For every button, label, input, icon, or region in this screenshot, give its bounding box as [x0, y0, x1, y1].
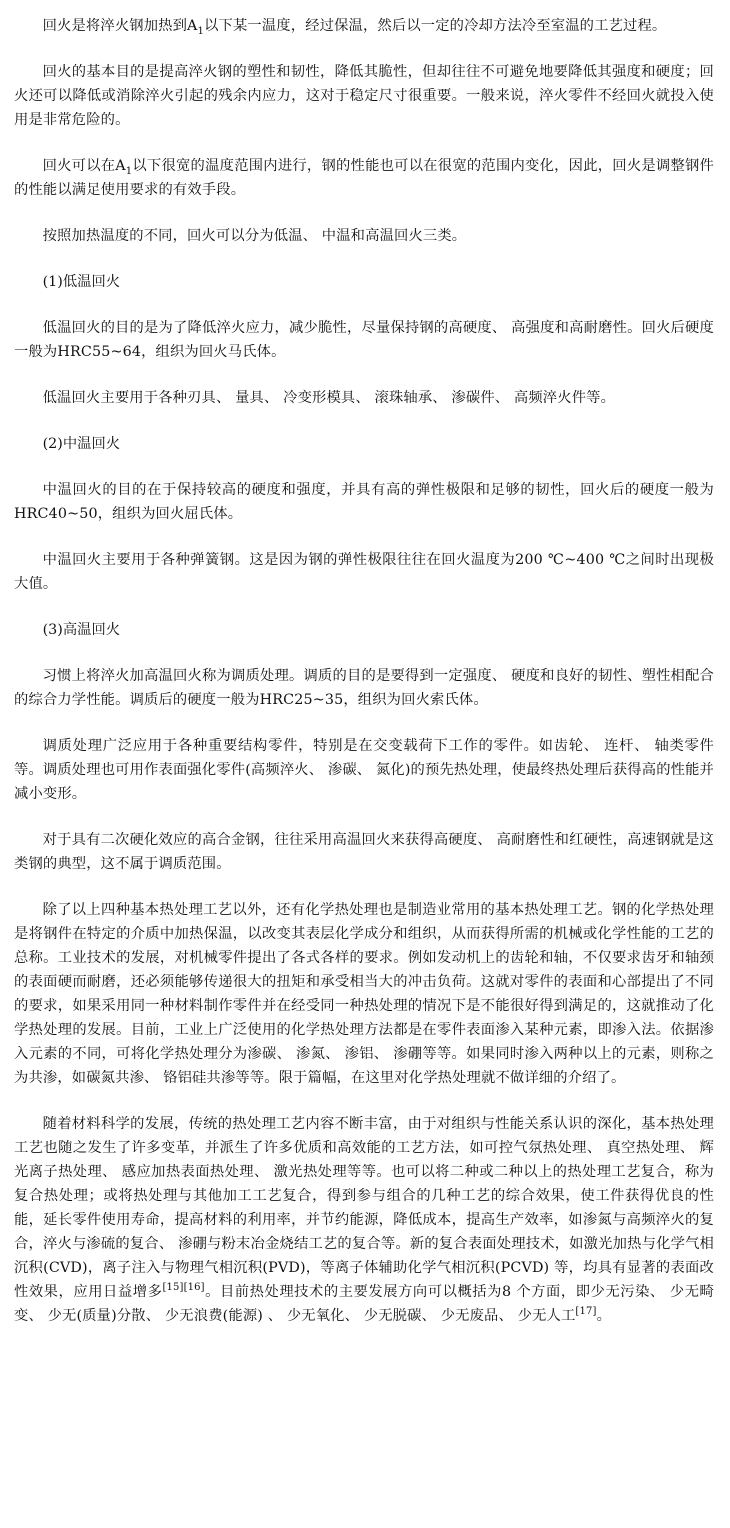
paragraph-development-trends: 随着材料科学的发展，传统的热处理工艺内容不断丰富，由于对组织与性能关系认识的深化，基本热处理工艺也随之发生了许多变革，并派生了许多优质和高效能的工艺方法，如可控气氛热处理、 真空热处理、 辉光离子热处理、 感应加热表面热处理、 激光热处理等等。也可以将二种或二种以上的热处理工艺复合，称为复合热处理；或将热处理与其他加工工艺复合，得到参与组合的几种工艺的综合效果，使工件获得优良的性能，延长零件使用寿命，提高材料的利用率，并节约能源，降低成本，提高生产效率，如渗氮与高频淬火的复合，淬火与渗硫的复合、 渗硼与粉末冶金烧结工艺的复合等。新的复合表面处理技术，如激光加热与化学气相沉积(CVD)，离子注入与物理气相沉积(PVD)，等离子体辅助化学气相沉积(PCVD) 等，均具有显著的表面改性效果，应用日益增多[15][16]。目前热处理技术的主要发展方向可以概括为8 个方面，即少无污染、 少无畸变、 少无(质量)分散、 少无浪费(能源) 、 少无氧化、 少无脱碳、 少无废品、 少无人工[17]。: [14, 1116, 714, 1324]
paragraph-mid-temp-purpose: 中温回火的目的在于保持较高的硬度和强度，并具有高的弹性极限和足够的韧性，回火后的硬度一般为HRC40~50，组织为回火屈氏体。: [14, 482, 714, 522]
paragraph-chemical-heat-treatment: 除了以上四种基本热处理工艺以外，还有化学热处理也是制造业常用的基本热处理工艺。钢的化学热处理是将钢件在特定的介质中加热保温，以改变其表层化学成分和组织，从而获得所需的机械或化学性能的工艺的总称。工业技术的发展，对机械零件提出了各式各样的要求。例如发动机上的齿轮和轴，不仅要求齿牙和轴颈的表面硬而耐磨，还必须能够传递很大的扭矩和承受相当大的冲击负荷。这就对零件的表面和心部提出了不同的要求，如果采用同一种材料制作零件并在经受同一种热处理的情况下是不能很好得到满足的，这就推动了化学热处理的发展。目前，工业上广泛使用的化学热处理方法都是在零件表面渗入某种元素，即渗入法。依据渗入元素的不同，可将化学热处理分为渗碳、 渗氮、 渗铝、 渗硼等等。如果同时渗入两种以上的元素，则称之为共渗，如碳氮共渗、 铬铝硅共渗等等。限于篇幅，在这里对化学热处理就不做详细的介绍了。: [14, 902, 714, 1086]
citation-15: [15]: [162, 1282, 184, 1294]
paragraph-mid-temp-use: 中温回火主要用于各种弹簧钢。这是因为钢的弹性极限往往在回火温度为200 ℃~400 ℃之间时出现极大值。: [14, 552, 714, 592]
heading-high-temp-tempering: (3)高温回火: [42, 622, 121, 638]
paragraph-tempering-purpose: 回火的基本目的是提高淬火钢的塑性和韧性，降低其脆性，但却往往不可避免地要降低其强度和硬度；回火还可以降低或消除淬火引起的残余内应力，这对于稳定尺寸很重要。一般来说，淬火零件不经回火就投入使用是非常危险的。: [14, 64, 714, 128]
paragraph-quench-temper-use: 调质处理广泛应用于各种重要结构零件，特别是在交变载荷下工作的零件。如齿轮、 连杆、 轴类零件等。调质处理也可用作表面强化零件(高频淬火、 渗碳、 氮化)的预先热处理，使最终热处理后获得高的性能并减小变形。: [14, 738, 714, 802]
subscript-a1: 1: [197, 25, 205, 37]
document-page: [14, 14, 714, 1350]
heading-mid-temp-tempering: (2)中温回火: [42, 436, 121, 452]
paragraph-low-temp-use: 低温回火主要用于各种刃具、 量具、 冷变形模具、 滚珠轴承、 渗碳件、 高频淬火件等。: [42, 390, 616, 406]
heading-low-temp-tempering: (1)低温回火: [42, 274, 121, 290]
citation-17: [17]: [575, 1306, 597, 1318]
citation-16: [16]: [183, 1282, 205, 1294]
subscript-a1: 1: [125, 165, 133, 177]
paragraph-quench-temper: 习惯上将淬火加高温回火称为调质处理。调质的目的是要得到一定强度、 硬度和良好的韧性、塑性相配合的综合力学性能。调质后的硬度一般为HRC25~35，组织为回火索氏体。: [14, 668, 714, 708]
paragraph-secondary-hardening: 对于具有二次硬化效应的高合金钢，往往采用高温回火来获得高硬度、 高耐磨性和红硬性，高速钢就是这类钢的典型，这不属于调质范围。: [14, 832, 714, 872]
paragraph-low-temp-purpose: 低温回火的目的是为了降低淬火应力，减少脆性，尽量保持钢的高硬度、 高强度和高耐磨性。回火后硬度一般为HRC55~64，组织为回火马氏体。: [14, 320, 714, 360]
paragraph-tempering-definition: 回火是将淬火钢加热到$A_1$以下某一温度，经过保温，然后以一定的冷却方法冷至室温的工艺过程。: [42, 18, 667, 37]
paragraph-tempering-range: 回火可以在$A_1$以下很宽的温度范围内进行，钢的性能也可以在很宽的范围内变化，因此，回火是调整钢件的性能以满足使用要求的有效手段。: [14, 158, 714, 198]
paragraph-tempering-types: 按照加热温度的不同，回火可以分为低温、 中温和高温回火三类。: [42, 228, 467, 244]
